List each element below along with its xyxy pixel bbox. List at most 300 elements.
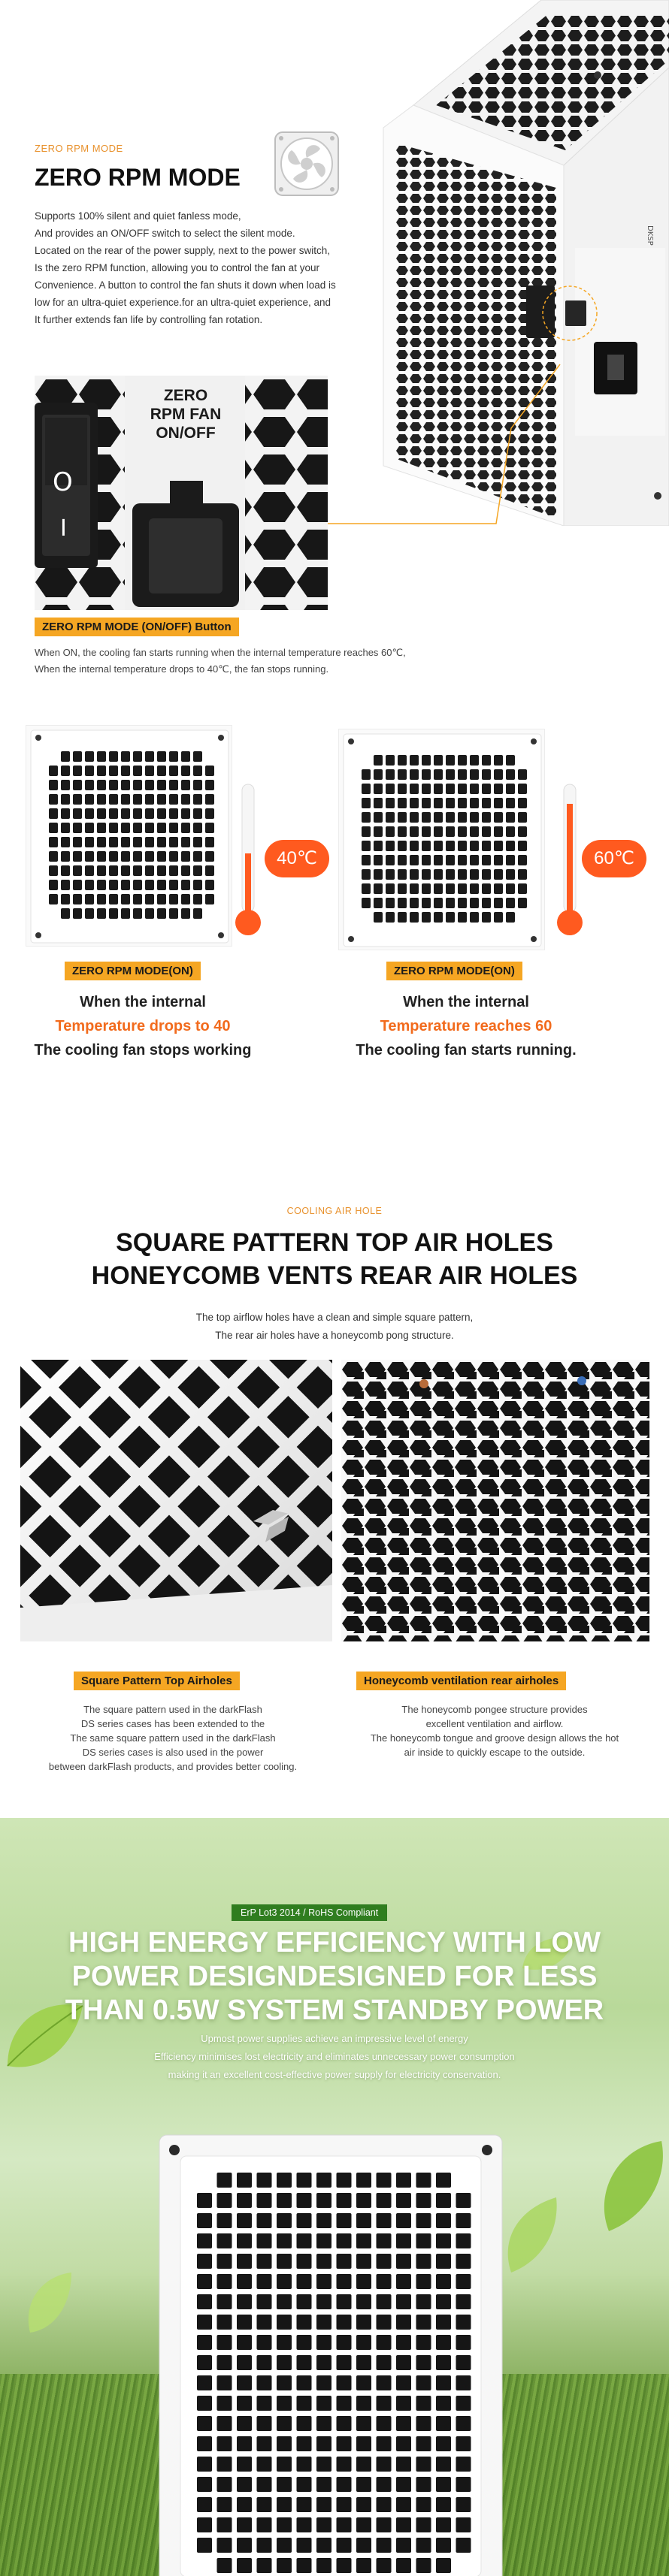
switch-label-line: ON/OFF	[156, 424, 216, 442]
vent-hole	[482, 798, 491, 808]
vent-hole	[398, 755, 407, 766]
vent-hole	[217, 2416, 232, 2431]
vent-hole	[121, 766, 130, 776]
vent-hole	[217, 2558, 232, 2573]
vent-hole	[109, 808, 118, 819]
switch-label-line: ZERO	[163, 387, 208, 404]
temp-bubble-right: 60℃	[582, 840, 646, 877]
vent-hole	[398, 784, 407, 794]
vent-hole	[494, 798, 503, 808]
vent-hole	[85, 837, 94, 847]
vent-hole	[61, 851, 70, 862]
vent-hole	[193, 894, 202, 904]
vent-hole	[436, 2538, 451, 2553]
vent-hole	[297, 2558, 312, 2573]
vent-hole	[237, 2436, 252, 2451]
desc-line: DS series cases is also used in the power	[82, 1747, 264, 1758]
vent-hole	[446, 826, 455, 837]
vent-hole	[316, 2538, 331, 2553]
vent-hole	[133, 880, 142, 890]
vent-hole	[193, 766, 202, 776]
vent-hole	[97, 794, 106, 805]
psu-front-illustration	[158, 2134, 504, 2576]
vent-hole	[121, 908, 130, 919]
vent-hole	[316, 2233, 331, 2248]
vent-hole	[337, 2517, 352, 2532]
vent-hole	[456, 2213, 471, 2228]
vent-hole	[61, 751, 70, 762]
vent-hole	[157, 894, 166, 904]
vent-hole	[518, 869, 527, 880]
vent-hole	[193, 794, 202, 805]
vent-hole	[506, 855, 515, 865]
vent-hole	[121, 780, 130, 790]
desc-line: The same square pattern used in the darkFlash	[70, 1732, 276, 1744]
vent-hole	[436, 2477, 451, 2492]
vent-hole	[416, 2396, 431, 2411]
vent-hole	[169, 766, 178, 776]
vent-hole	[446, 812, 455, 823]
vent-hole	[396, 2416, 411, 2431]
vent-hole	[518, 841, 527, 851]
vent-hole	[470, 841, 479, 851]
cooling-subtitle	[0, 1309, 669, 1345]
vent-hole	[133, 823, 142, 833]
vent-hole	[377, 2538, 392, 2553]
vent-hole	[374, 869, 383, 880]
desc-line: DS series cases has been extended to the	[80, 1718, 265, 1729]
vent-hole	[470, 798, 479, 808]
vent-hole	[277, 2538, 292, 2553]
vent-hole	[237, 2396, 252, 2411]
vent-hole	[362, 826, 371, 837]
vent-hole	[386, 841, 395, 851]
vent-hole	[377, 2274, 392, 2289]
body-line: And provides an ON/OFF switch to select the silent mode.	[35, 228, 295, 239]
vent-hole	[297, 2416, 312, 2431]
vent-hole	[297, 2315, 312, 2330]
vent-hole	[297, 2193, 312, 2208]
vent-hole	[277, 2294, 292, 2309]
vent-hole	[396, 2254, 411, 2269]
energy-line: making it an excellent cost-effective power supply for electricity conservation.	[168, 2069, 501, 2080]
vent-hole	[410, 769, 419, 780]
vent-hole	[277, 2233, 292, 2248]
energy-line: Efficiency minimises lost electricity and eliminates unnecessary power consumption	[154, 2051, 515, 2062]
vent-hole	[193, 837, 202, 847]
vent-hole	[396, 2294, 411, 2309]
vent-hole	[470, 755, 479, 766]
vent-hole	[386, 769, 395, 780]
vent-hole	[133, 851, 142, 862]
vent-hole	[277, 2517, 292, 2532]
vent-hole	[377, 2396, 392, 2411]
vent-hole	[410, 855, 419, 865]
vent-hole	[205, 808, 214, 819]
vent-hole	[396, 2517, 411, 2532]
zero-rpm-eyebrow: ZERO RPM MODE	[35, 143, 123, 154]
vent-hole	[456, 2193, 471, 2208]
vent-hole	[374, 784, 383, 794]
vent-hole	[316, 2517, 331, 2532]
vent-hole	[506, 898, 515, 908]
vent-hole	[121, 751, 130, 762]
leaf-icon	[496, 2194, 564, 2276]
vent-hole	[458, 898, 467, 908]
svg-text:DKSP: DKSP	[646, 225, 654, 246]
vent-hole	[121, 794, 130, 805]
vent-hole	[446, 883, 455, 894]
vent-hole	[169, 908, 178, 919]
vent-hole	[193, 780, 202, 790]
vent-hole	[386, 798, 395, 808]
vent-hole	[337, 2213, 352, 2228]
vent-hole	[434, 841, 443, 851]
title-line: SQUARE PATTERN TOP AIR HOLES	[116, 1228, 553, 1257]
vent-hole	[386, 784, 395, 794]
vent-hole	[197, 2213, 212, 2228]
energy-title	[0, 1926, 669, 2028]
vent-hole	[237, 2233, 252, 2248]
vent-hole	[169, 780, 178, 790]
vent-hole	[436, 2294, 451, 2309]
vent-hole	[422, 869, 431, 880]
vent-hole	[145, 837, 154, 847]
leaf-icon	[586, 2134, 669, 2239]
vent-hole	[277, 2213, 292, 2228]
vent-hole	[470, 769, 479, 780]
vent-hole	[97, 823, 106, 833]
vent-hole	[181, 751, 190, 762]
vent-hole	[396, 2558, 411, 2573]
caption-highlight: Temperature drops to 40	[55, 1018, 231, 1034]
cooling-title	[0, 1226, 669, 1292]
vent-hole	[197, 2294, 212, 2309]
vent-hole	[436, 2233, 451, 2248]
leaf-icon	[23, 2269, 75, 2336]
vent-hole	[157, 865, 166, 876]
vent-hole	[197, 2538, 212, 2553]
vent-hole	[356, 2416, 371, 2431]
vent-hole	[458, 855, 467, 865]
vent-hole	[237, 2538, 252, 2553]
vent-hole	[257, 2254, 272, 2269]
vent-hole	[237, 2497, 252, 2512]
vent-hole	[61, 837, 70, 847]
caption-line: The cooling fan starts running.	[356, 1042, 577, 1058]
vent-hole	[297, 2538, 312, 2553]
vent-hole	[398, 898, 407, 908]
vent-hole	[157, 851, 166, 862]
vent-hole	[386, 855, 395, 865]
vent-hole	[157, 751, 166, 762]
vent-hole	[237, 2173, 252, 2188]
vent-hole	[277, 2436, 292, 2451]
vent-hole	[337, 2335, 352, 2350]
vent-hole	[362, 855, 371, 865]
temp-bubble-left: 40℃	[265, 840, 329, 877]
vent-hole	[109, 780, 118, 790]
vent-hole	[73, 823, 82, 833]
vent-hole	[145, 808, 154, 819]
vent-hole	[97, 865, 106, 876]
vent-hole	[356, 2193, 371, 2208]
vent-hole	[482, 841, 491, 851]
vent-hole	[169, 808, 178, 819]
vent-hole	[386, 755, 395, 766]
rocker-off-symbol: O	[53, 467, 73, 497]
vent-hole	[374, 912, 383, 923]
vent-hole	[205, 794, 214, 805]
vent-hole	[416, 2335, 431, 2350]
vent-hole	[416, 2213, 431, 2228]
vent-hole	[456, 2416, 471, 2431]
vent-hole	[434, 769, 443, 780]
vent-hole	[181, 908, 190, 919]
vent-hole	[396, 2477, 411, 2492]
vent-hole	[257, 2517, 272, 2532]
vent-hole	[277, 2375, 292, 2390]
vent-hole	[217, 2294, 232, 2309]
vent-hole	[337, 2396, 352, 2411]
vent-hole	[422, 898, 431, 908]
vent-hole	[61, 794, 70, 805]
vent-hole	[257, 2457, 272, 2472]
vent-hole	[145, 865, 154, 876]
vent-hole	[374, 755, 383, 766]
vent-hole	[133, 865, 142, 876]
vent-hole	[506, 883, 515, 894]
vent-hole	[410, 784, 419, 794]
vent-hole	[237, 2355, 252, 2370]
vent-hole	[410, 912, 419, 923]
vent-hole	[470, 912, 479, 923]
vent-hole	[356, 2173, 371, 2188]
vent-hole	[377, 2193, 392, 2208]
vent-hole	[456, 2254, 471, 2269]
honeycomb-label: Honeycomb ventilation rear airholes	[356, 1672, 566, 1690]
zero-rpm-title: ZERO RPM MODE	[35, 164, 241, 191]
vent-hole	[416, 2173, 431, 2188]
vent-hole	[374, 883, 383, 894]
vent-hole	[205, 837, 214, 847]
vent-hole	[458, 812, 467, 823]
vent-hole	[416, 2294, 431, 2309]
vent-hole	[506, 755, 515, 766]
vent-hole	[133, 894, 142, 904]
vent-hole	[518, 784, 527, 794]
vent-hole	[436, 2436, 451, 2451]
vent-hole	[458, 784, 467, 794]
vent-hole	[356, 2497, 371, 2512]
vent-hole	[436, 2335, 451, 2350]
vent-hole	[277, 2497, 292, 2512]
vent-hole	[257, 2538, 272, 2553]
vent-hole	[518, 812, 527, 823]
vent-hole	[49, 794, 58, 805]
vent-hole	[85, 851, 94, 862]
vent-hole	[337, 2416, 352, 2431]
vent-hole	[410, 898, 419, 908]
vent-hole	[73, 751, 82, 762]
zero-rpm-description	[35, 207, 373, 328]
vent-hole	[494, 812, 503, 823]
vent-hole	[237, 2213, 252, 2228]
vent-hole	[97, 766, 106, 776]
vent-hole	[470, 855, 479, 865]
mode-label-right: ZERO RPM MODE(ON)	[386, 962, 522, 980]
vent-hole	[109, 766, 118, 776]
vent-hole	[237, 2416, 252, 2431]
vent-hole	[85, 894, 94, 904]
vent-hole	[337, 2274, 352, 2289]
cooling-eyebrow: COOLING AIR HOLE	[286, 1206, 383, 1216]
vent-hole	[482, 784, 491, 794]
vent-hole	[197, 2274, 212, 2289]
vent-hole	[434, 755, 443, 766]
vent-hole	[396, 2355, 411, 2370]
vent-hole	[257, 2477, 272, 2492]
fan-icon	[272, 129, 341, 198]
vent-hole	[436, 2173, 451, 2188]
vent-hole	[362, 883, 371, 894]
vent-hole	[422, 855, 431, 865]
vent-hole	[257, 2396, 272, 2411]
vent-hole	[386, 898, 395, 908]
vent-hole	[356, 2517, 371, 2532]
vent-hole	[277, 2416, 292, 2431]
vent-hole	[297, 2436, 312, 2451]
thermometer-icon	[555, 781, 585, 939]
vent-hole	[494, 826, 503, 837]
vent-hole	[85, 823, 94, 833]
vent-hole	[446, 869, 455, 880]
vent-hole	[396, 2274, 411, 2289]
vent-hole	[398, 883, 407, 894]
vent-hole	[416, 2416, 431, 2431]
caption-line: The cooling fan stops working	[34, 1042, 252, 1058]
vent-hole	[85, 908, 94, 919]
vent-hole	[356, 2294, 371, 2309]
vent-hole	[436, 2315, 451, 2330]
vent-hole	[73, 908, 82, 919]
square-pattern-label: Square Pattern Top Airholes	[74, 1672, 240, 1690]
vent-hole	[506, 912, 515, 923]
vent-hole	[416, 2538, 431, 2553]
vent-hole	[434, 798, 443, 808]
square-pattern-description	[15, 1702, 331, 1774]
vent-hole	[436, 2213, 451, 2228]
vent-hole	[197, 2517, 212, 2532]
vent-hole	[237, 2558, 252, 2573]
vent-hole	[410, 798, 419, 808]
vent-hole	[257, 2497, 272, 2512]
desc-line: The honeycomb tongue and groove design allows the hot	[370, 1732, 619, 1744]
vent-hole	[157, 780, 166, 790]
vent-hole	[386, 912, 395, 923]
vent-hole	[49, 865, 58, 876]
vent-hole	[434, 855, 443, 865]
vent-hole	[237, 2315, 252, 2330]
vent-hole	[377, 2375, 392, 2390]
vent-hole	[494, 883, 503, 894]
vent-hole	[316, 2335, 331, 2350]
vent-hole	[217, 2355, 232, 2370]
vent-hole	[422, 769, 431, 780]
vent-hole	[362, 798, 371, 808]
vent-hole	[458, 912, 467, 923]
vent-hole	[205, 851, 214, 862]
vent-hole	[316, 2416, 331, 2431]
vent-hole	[217, 2315, 232, 2330]
vent-hole	[494, 841, 503, 851]
vent-hole	[356, 2457, 371, 2472]
vent-hole	[257, 2294, 272, 2309]
vent-hole	[85, 808, 94, 819]
vent-hole	[456, 2375, 471, 2390]
vent-hole	[133, 837, 142, 847]
switch-label-line: RPM FAN	[150, 406, 222, 423]
vent-hole	[61, 780, 70, 790]
vent-hole	[470, 812, 479, 823]
vent-hole	[316, 2477, 331, 2492]
vent-hole	[49, 780, 58, 790]
vent-hole	[356, 2558, 371, 2573]
vent-hole	[506, 869, 515, 880]
vent-hole	[416, 2193, 431, 2208]
vent-hole	[197, 2315, 212, 2330]
vent-hole	[456, 2477, 471, 2492]
vent-hole	[257, 2193, 272, 2208]
vent-hole	[436, 2254, 451, 2269]
switch-label-plate	[141, 386, 230, 442]
vent-hole	[61, 865, 70, 876]
body-line: Is the zero RPM function, allowing you to control the fan at your	[35, 262, 319, 273]
vent-hole	[145, 851, 154, 862]
vent-hole	[277, 2274, 292, 2289]
vent-hole	[446, 798, 455, 808]
vent-hole	[217, 2375, 232, 2390]
vent-hole	[217, 2497, 232, 2512]
vent-hole	[494, 769, 503, 780]
caption-highlight: Temperature reaches 60	[380, 1018, 552, 1034]
vent-hole	[181, 808, 190, 819]
vent-hole	[205, 780, 214, 790]
vent-hole	[73, 894, 82, 904]
vent-hole	[49, 880, 58, 890]
vent-hole	[362, 869, 371, 880]
vent-hole	[434, 869, 443, 880]
vent-hole	[422, 812, 431, 823]
vent-hole	[356, 2335, 371, 2350]
vent-hole	[377, 2173, 392, 2188]
vent-hole	[193, 823, 202, 833]
vent-hole	[396, 2315, 411, 2330]
vent-hole	[109, 865, 118, 876]
vent-hole	[456, 2517, 471, 2532]
vent-hole	[456, 2396, 471, 2411]
vent-hole	[470, 898, 479, 908]
vent-hole	[416, 2497, 431, 2512]
vent-hole	[121, 851, 130, 862]
vent-hole	[422, 841, 431, 851]
vent-hole	[237, 2517, 252, 2532]
vent-hole	[356, 2254, 371, 2269]
vent-hole	[205, 865, 214, 876]
vent-hole	[157, 837, 166, 847]
vent-hole	[277, 2173, 292, 2188]
vent-hole	[410, 841, 419, 851]
